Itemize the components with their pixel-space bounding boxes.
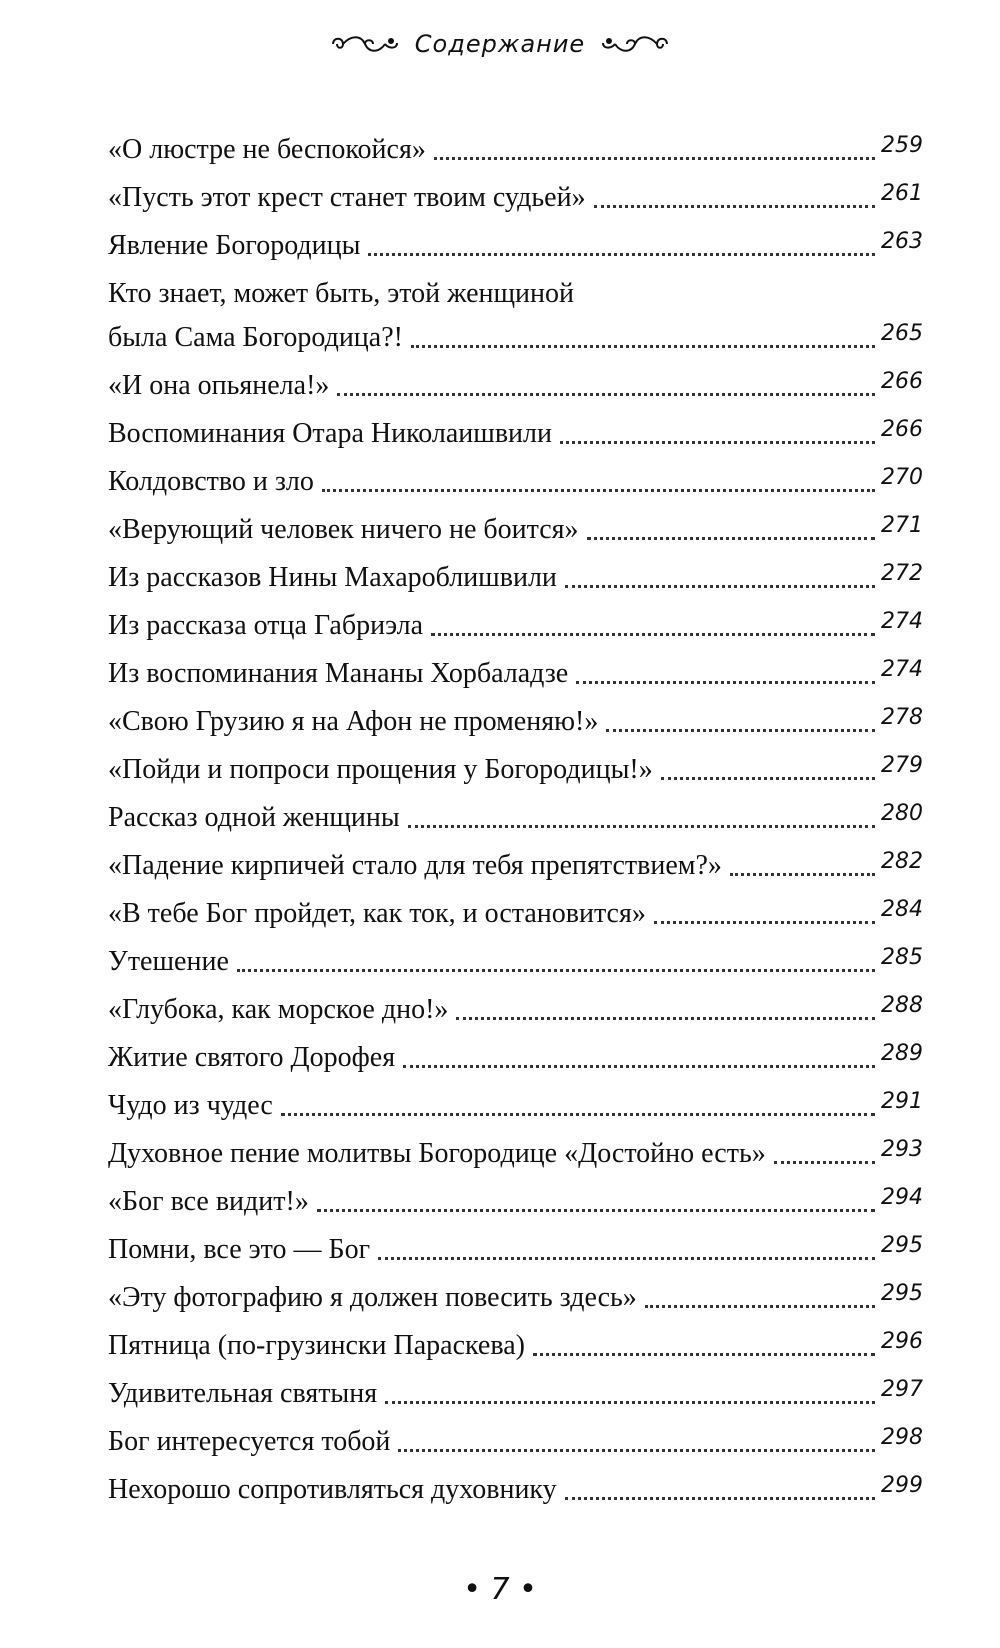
toc-entry-page: 297 xyxy=(881,1377,923,1402)
dot-leader xyxy=(398,1449,875,1452)
toc-entry-title: Бог интересуется тобой xyxy=(108,1426,391,1457)
toc-entry-title: Пятница (по-грузински Параскева) xyxy=(108,1330,525,1361)
toc-entry-page: 294 xyxy=(881,1185,923,1210)
toc-entry[interactable] xyxy=(108,648,923,696)
toc-entry-page: 279 xyxy=(881,753,923,778)
toc-entry-page: 266 xyxy=(881,417,923,442)
toc-entry[interactable] xyxy=(108,408,923,456)
toc-entry-title: Удивительная святыня xyxy=(108,1378,378,1409)
dot-leader xyxy=(730,873,875,876)
toc-entry[interactable] xyxy=(108,220,923,268)
toc-entry-page: 280 xyxy=(881,801,923,826)
toc-entry[interactable] xyxy=(108,984,923,1032)
toc-entry[interactable] xyxy=(108,1272,923,1320)
dot-leader xyxy=(337,393,875,396)
ornament-right-icon xyxy=(599,31,671,57)
toc-entry[interactable] xyxy=(108,840,923,888)
dot-leader xyxy=(431,633,875,636)
dot-leader xyxy=(560,441,875,444)
toc-entry[interactable] xyxy=(108,1080,923,1128)
toc-entry-title: Нехорошо сопротивляться духовнику xyxy=(108,1474,557,1505)
dot-leader xyxy=(654,921,875,924)
dot-leader xyxy=(587,537,875,540)
toc-entry-title: Из рассказов Нины Махароблишвили xyxy=(108,562,557,593)
toc-entry[interactable] xyxy=(108,936,923,984)
toc-entry[interactable] xyxy=(108,888,923,936)
toc-entry[interactable] xyxy=(108,1176,923,1224)
toc-entry-title: «Эту фотографию я должен повесить здесь» xyxy=(108,1282,637,1313)
toc-entry-page: 293 xyxy=(881,1137,923,1162)
page-number: • 7 • xyxy=(463,1572,537,1607)
toc-entry[interactable] xyxy=(108,600,923,648)
toc-entry-page: 265 xyxy=(881,321,923,346)
toc-entry[interactable] xyxy=(108,552,923,600)
dot-leader xyxy=(322,489,875,492)
dot-leader xyxy=(456,1017,875,1020)
toc-entry-page: 274 xyxy=(881,657,923,682)
dot-leader xyxy=(565,585,875,588)
toc-entry-page: 278 xyxy=(881,705,923,730)
toc-entry-title-line1: Кто знает, может быть, этой женщиной xyxy=(108,278,575,309)
toc-entry[interactable] xyxy=(108,504,923,552)
dot-leader xyxy=(237,969,875,972)
toc-entry-page: 271 xyxy=(881,513,923,538)
toc-entry-title: Чудо из чудес xyxy=(108,1090,273,1121)
toc-entry-page: 270 xyxy=(881,465,923,490)
dot-leader xyxy=(533,1353,875,1356)
toc-entry-title: Из воспоминания Мананы Хорбаладзе xyxy=(108,658,569,689)
dot-leader xyxy=(403,1065,875,1068)
toc-entry[interactable] xyxy=(108,1464,923,1512)
toc-entry-page: 282 xyxy=(881,849,923,874)
dot-leader xyxy=(565,1497,875,1500)
toc-entry-title: «Падение кирпичей стало для тебя препятствием?» xyxy=(108,850,722,881)
dot-leader xyxy=(594,205,875,208)
toc-entry[interactable] xyxy=(108,696,923,744)
dot-leader xyxy=(606,729,875,732)
toc-entry[interactable] xyxy=(108,124,923,172)
toc-entry[interactable] xyxy=(108,456,923,504)
toc-entry-title: Помни, все это — Бог xyxy=(108,1234,371,1265)
toc-entry-title: Житие святого Дорофея xyxy=(108,1042,396,1073)
dot-leader xyxy=(408,825,875,828)
toc-entry[interactable] xyxy=(108,268,923,360)
dot-leader xyxy=(317,1209,875,1212)
dot-leader xyxy=(576,681,875,684)
toc-entry-page: 266 xyxy=(881,369,923,394)
toc-entry-page: 295 xyxy=(881,1233,923,1258)
toc-entry-page: 291 xyxy=(881,1089,923,1114)
toc-entry-title: Утешение xyxy=(108,946,229,977)
dot-leader xyxy=(281,1113,875,1116)
dot-leader xyxy=(411,345,875,348)
toc-entry-page: 259 xyxy=(881,133,923,158)
toc-entry[interactable] xyxy=(108,1416,923,1464)
toc-entry-page: 299 xyxy=(881,1473,923,1498)
toc-entry[interactable] xyxy=(108,1224,923,1272)
toc-entry[interactable] xyxy=(108,1128,923,1176)
dot-leader xyxy=(378,1257,875,1260)
toc-entry-page: 263 xyxy=(881,229,923,254)
toc-entry-title: Явление Богородицы xyxy=(108,230,361,261)
toc-entry-page: 298 xyxy=(881,1425,923,1450)
toc-entry-title: «Пусть этот крест станет твоим судьей» xyxy=(108,182,586,213)
toc-entry-page: 288 xyxy=(881,993,923,1018)
toc-entry-title: «Верующий человек ничего не боится» xyxy=(108,514,579,545)
toc-entry-title: Воспоминания Отара Николаишвили xyxy=(108,418,552,449)
toc-entry-page: 295 xyxy=(881,1281,923,1306)
toc-entry-page: 274 xyxy=(881,609,923,634)
dot-leader xyxy=(774,1161,875,1164)
toc-entry-page: 272 xyxy=(881,561,923,586)
toc-entry-title: «Свою Грузию я на Афон не променяю!» xyxy=(108,706,599,737)
toc-entry-page: 285 xyxy=(881,945,923,970)
toc-entry-title: Из рассказа отца Габриэла xyxy=(108,610,423,641)
toc-entry-title: Духовное пение молитвы Богородице «Достойно есть» xyxy=(108,1138,766,1169)
toc-entry-title: Рассказ одной женщины xyxy=(108,802,400,833)
toc-entry-title: «Пойди и попроси прощения у Богородицы!» xyxy=(108,754,653,785)
toc-entry[interactable] xyxy=(108,360,923,408)
toc-entry-title: «Глубока, как морское дно!» xyxy=(108,994,449,1025)
toc-entry[interactable] xyxy=(108,1320,923,1368)
header-title: Содержание xyxy=(414,30,586,58)
toc-entry-title: Колдовство и зло xyxy=(108,466,314,497)
toc-entry-page: 289 xyxy=(881,1041,923,1066)
toc-entry-title: «И она опьянела!» xyxy=(108,370,330,401)
toc-entry[interactable] xyxy=(108,1032,923,1080)
ornament-left-icon xyxy=(329,31,401,57)
dot-leader xyxy=(645,1305,875,1308)
toc-entry[interactable] xyxy=(108,792,923,840)
toc-entry-title: «Бог все видит!» xyxy=(108,1186,309,1217)
toc-entry[interactable] xyxy=(108,172,923,220)
toc-entry-page: 296 xyxy=(881,1329,923,1354)
dot-leader xyxy=(434,157,875,160)
toc-entry[interactable] xyxy=(108,744,923,792)
dot-leader xyxy=(661,777,875,780)
toc-entry-page: 261 xyxy=(881,181,923,206)
toc-entry-title: была Сама Богородица?! xyxy=(108,322,403,353)
table-of-contents xyxy=(108,124,923,1512)
running-header xyxy=(0,30,1000,58)
toc-entry-title: «В тебе Бог пройдет, как ток, и остановится» xyxy=(108,898,646,929)
toc-entry-title: «О люстре не беспокойся» xyxy=(108,134,426,165)
dot-leader xyxy=(385,1401,875,1404)
toc-entry[interactable] xyxy=(108,1368,923,1416)
dot-leader xyxy=(368,253,875,256)
toc-entry-page: 284 xyxy=(881,897,923,922)
